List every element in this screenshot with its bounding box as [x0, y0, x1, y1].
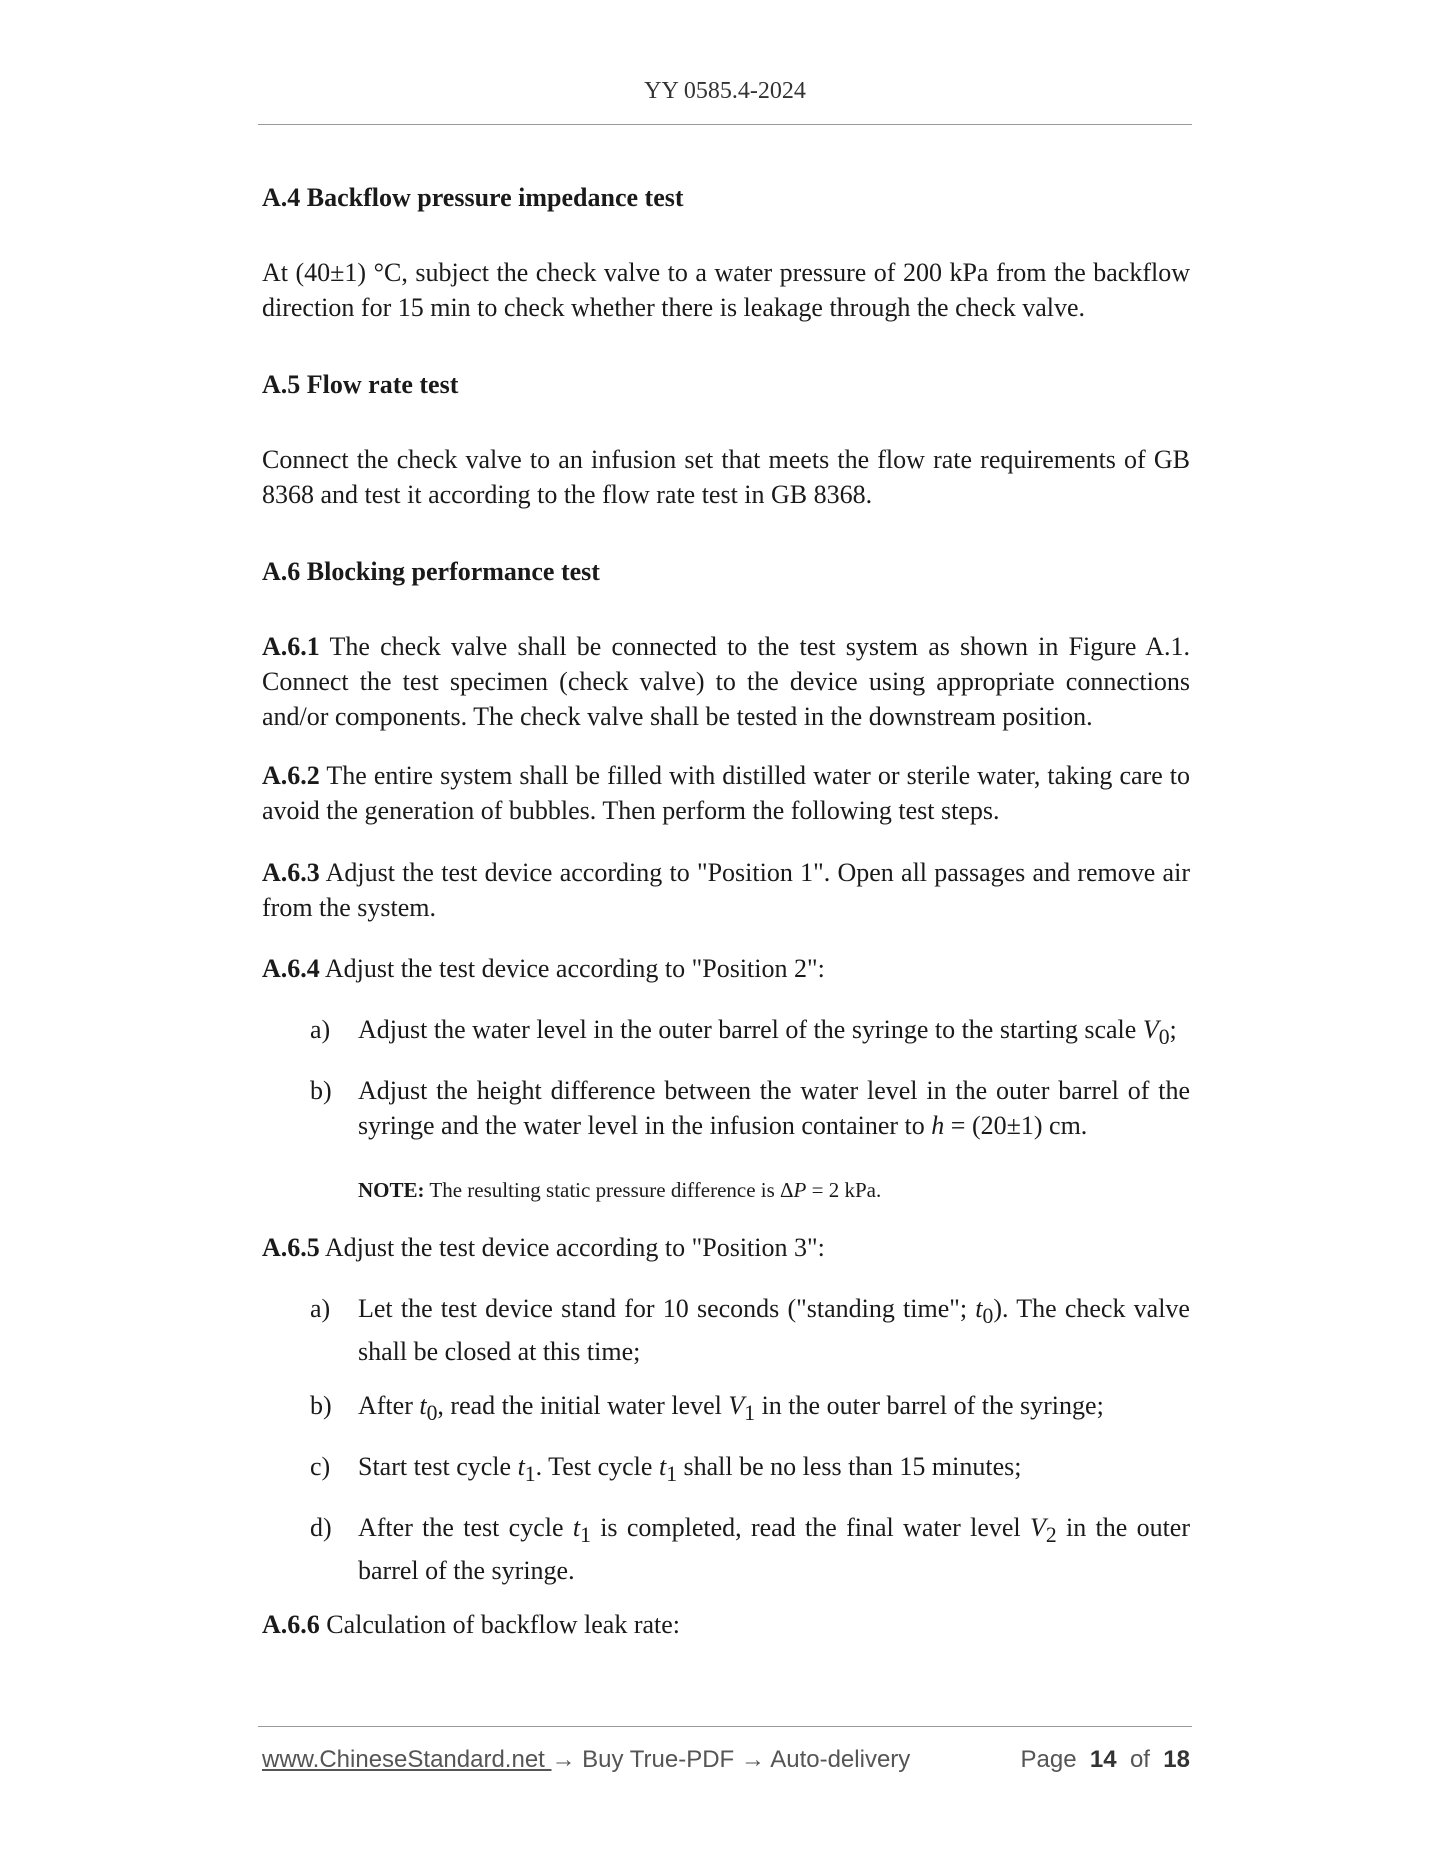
- list-item-a6-5-c: [310, 1449, 1190, 1492]
- clause-a6-5: [262, 1230, 1190, 1265]
- clause-text: The entire system shall be filled with distilled water or sterile water, taking care to avoid the generation of bubbles. Then perform the following test steps.: [262, 761, 1191, 825]
- clause-a6-3: [262, 855, 1190, 925]
- clause-number: A.6.5: [262, 1233, 320, 1262]
- buy-pdf-text: Buy True-PDF: [575, 1746, 741, 1773]
- list-item-a6-5-b: [310, 1388, 1190, 1431]
- footer-promo: [262, 1746, 910, 1774]
- list-label: a): [310, 1294, 331, 1323]
- website-link[interactable]: www.ChineseStandard.net: [262, 1746, 552, 1773]
- paragraph-a5: Connect the check valve to an infusion set that meets the flow rate requirements of GB 8368 and test it according to the flow rate test in GB 8368.: [262, 445, 1190, 509]
- list-item-a6-5-d: [310, 1510, 1190, 1588]
- list-label: c): [310, 1452, 331, 1481]
- auto-delivery-text: Auto-delivery: [764, 1746, 911, 1773]
- footer-divider: [258, 1726, 1192, 1727]
- clause-a6-4: [262, 951, 1190, 986]
- list-item-a6-5-a: [310, 1291, 1190, 1369]
- clause-number: A.6.4: [262, 954, 320, 983]
- list-label: b): [310, 1391, 332, 1420]
- paragraph-a4: At (40±1) °C, subject the check valve to a water pressure of 200 kPa from the backflow direction for 15 min to check whether there is leakage through the check valve.: [262, 258, 1190, 322]
- heading-a6: A.6 Blocking performance test: [262, 557, 600, 586]
- list-label: b): [310, 1076, 332, 1105]
- arrow-right-icon: →: [551, 1746, 576, 1773]
- document-id-header: YY 0585.4-2024: [644, 78, 806, 104]
- clause-text: The check valve shall be connected to the test system as shown in Figure A.1. Connect the test specimen (check valve) to the device using appropriate connections and/or components. The check valve shall be tested in the downstream position.: [262, 632, 1190, 731]
- list-text: Let the test device stand for 10 seconds ("standing time"; $t_0$). The check valve shall be closed at this time;: [358, 1294, 1190, 1367]
- clause-number: A.6.6: [262, 1610, 320, 1639]
- clause-a6-2: [262, 758, 1190, 828]
- clause-number: A.6.3: [262, 858, 320, 887]
- list-text: After the test cycle $t_1$ is completed, read the final water level $V_2$ in the outer barrel of the syringe.: [358, 1513, 1190, 1586]
- clause-text: Adjust the test device according to "Position 3":: [324, 1233, 825, 1262]
- note-label: NOTE:: [358, 1178, 425, 1202]
- clause-text: Adjust the test device according to "Position 1". Open all passages and remove air from the system.: [262, 858, 1190, 922]
- note-static-pressure: NOTE: The resulting static pressure difference is ΔP = 2 kPa.: [358, 1178, 882, 1202]
- current-page: 14: [1089, 1746, 1117, 1773]
- page-indicator: Page 14 of 18: [1020, 1746, 1190, 1773]
- heading-a4: A.4 Backflow pressure impedance test: [262, 183, 684, 212]
- list-text: Adjust the water level in the outer barrel of the syringe to the starting scale $V_0$;: [358, 1015, 1177, 1050]
- clause-number: A.6.1: [262, 632, 320, 661]
- total-pages: 18: [1163, 1746, 1190, 1773]
- list-item-a6-4-b: [310, 1073, 1190, 1143]
- clause-number: A.6.2: [262, 761, 320, 790]
- arrow-right-icon: →: [740, 1746, 765, 1773]
- list-label: a): [310, 1015, 331, 1044]
- clause-text: Adjust the test device according to "Position 2":: [324, 954, 825, 983]
- list-text: Start test cycle $t_1$. Test cycle $t_1$ shall be no less than 15 minutes;: [358, 1452, 1022, 1487]
- clause-a6-6: [262, 1607, 1190, 1642]
- clause-text: Calculation of backflow leak rate:: [326, 1610, 681, 1639]
- list-label: d): [310, 1513, 332, 1542]
- list-text: Adjust the height difference between the water level in the outer barrel of the syringe and the water level in the infusion container to h = (20±1) cm.: [358, 1076, 1190, 1140]
- clause-a6-1: [262, 629, 1190, 734]
- header-divider: [258, 124, 1192, 125]
- list-text: After $t_0$, read the initial water level $V_1$ in the outer barrel of the syringe;: [358, 1391, 1104, 1426]
- heading-a5: A.5 Flow rate test: [262, 370, 459, 399]
- list-item-a6-4-a: [310, 1012, 1190, 1055]
